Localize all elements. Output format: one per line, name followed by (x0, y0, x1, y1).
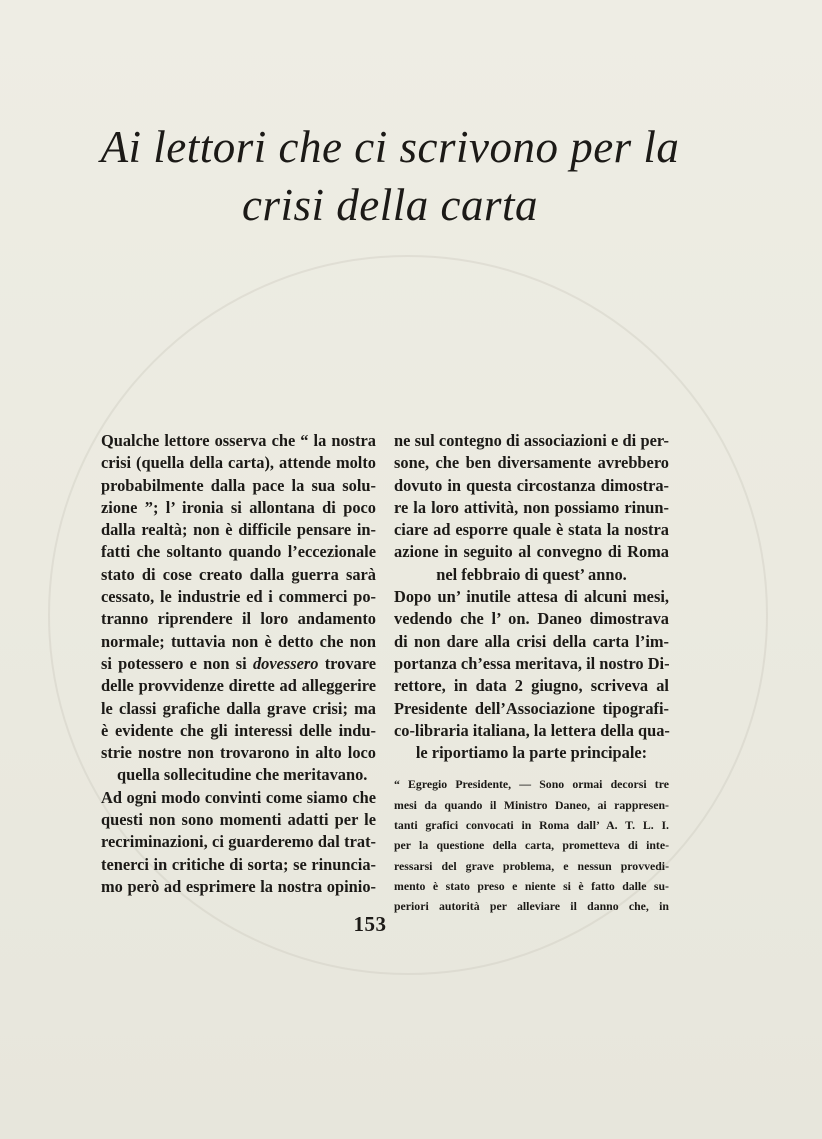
text-line: Presidente dell’Associazione tipografi- (394, 698, 669, 718)
text-line: fatti che soltanto quando l’eccezionale (101, 542, 376, 562)
page-number: 153 (353, 912, 387, 936)
text-line: questi non sono momenti adatti per le (101, 810, 376, 830)
text-line: crisi (quella della carta), attende molto (101, 453, 376, 473)
text-fragment: trovare (318, 653, 376, 673)
text-line: ciare ad esporre quale è stata la nostra (394, 520, 669, 540)
text-line: portanza ch’essa meritava, il nostro Di- (394, 653, 670, 673)
text-line: Ad ogni modo convinti come siamo che (101, 787, 376, 807)
article-title (60, 118, 720, 234)
title-line-1: Ai lettori che ci scrivono per la (100, 122, 680, 172)
text-fragment: si potessero e non si (101, 653, 247, 673)
text-line: rettore, in data 2 giugno, scriveva al (394, 676, 669, 696)
text-line: co-libraria italiana, la lettera della qua- (394, 720, 670, 740)
text-line: mo però ad esprimere la nostra opinio- (101, 876, 376, 896)
text-line: stato di cose creato dalla guerra sarà (101, 564, 376, 584)
right-column (394, 430, 669, 917)
text-line: vedendo che l’ on. Daneo dimostrava (394, 609, 669, 629)
text-line: zione ”; l’ ironia si allontana di poco (101, 497, 376, 517)
quote-line: mesi da quando il Ministro Daneo, ai rappresen- (394, 797, 669, 812)
title-line-2: crisi della carta (242, 180, 538, 230)
text-line: ne sul contegno di associazioni e di per- (394, 431, 669, 450)
text-line: quella sollecitudine che meritavano. (117, 765, 368, 785)
text-line: Qualche lettore osserva che “ la nostra (101, 431, 376, 450)
text-line: le riportiamo la parte principale: (415, 743, 648, 763)
quote-line: tanti grafici convocati in Roma dall’ A. T. L. I. (394, 818, 669, 833)
italic-word: dovessero (252, 653, 319, 673)
text-line: sone, che ben diversamente avrebbero (394, 453, 669, 473)
text-line: normale; tuttavia non è detto che non (101, 631, 376, 651)
text-line: di non dare alla crisi della carta l’im- (394, 631, 669, 651)
text-line: è evidente che gli interessi delle indu- (101, 720, 376, 740)
text-line: delle provvidenze dirette ad alleggerire (101, 676, 376, 696)
text-line: azione in seguito al convegno di Roma (394, 542, 669, 562)
text-line: le classi grafiche dalla grave crisi; ma (101, 698, 376, 718)
quote-line: per la questione della carta, prometteva di inte- (394, 838, 669, 853)
text-line: dovuto in questa circostanza dimostra- (394, 475, 669, 495)
text-line: nel febbraio di quest’ anno. (436, 564, 627, 584)
text-line: Dopo un’ inutile attesa di alcuni mesi, (394, 587, 669, 607)
text-line: strie nostre non trovarono in alto loco (101, 743, 376, 763)
text-line-with-italic (101, 653, 376, 675)
text-line: cessato, le industrie ed i commerci po- (101, 587, 376, 607)
text-line: tenerci in critiche di sorta; se rinuncia- (101, 854, 376, 874)
left-column (101, 430, 376, 898)
letter-quote (394, 774, 669, 916)
quote-line: ressarsi del grave problema, e nessun provvedi- (394, 858, 669, 873)
text-line: recriminazioni, ci guarderemo dal trat- (101, 832, 376, 852)
text-line: probabilmente dalla pace la sua solu- (101, 475, 376, 495)
quote-line: mento è stato preso e niente si è fatto dalle su- (394, 878, 669, 893)
quote-line: periori autorità per alleviare il danno che, in (394, 899, 669, 914)
text-line: re la loro attività, non possiamo rinun- (394, 497, 669, 517)
text-line: tranno riprendere il loro andamento (101, 609, 376, 629)
text-line: dalla realtà; non è difficile pensare in- (101, 520, 376, 540)
quote-line: “ Egregio Presidente, — Sono ormai decorsi tre (394, 777, 669, 792)
